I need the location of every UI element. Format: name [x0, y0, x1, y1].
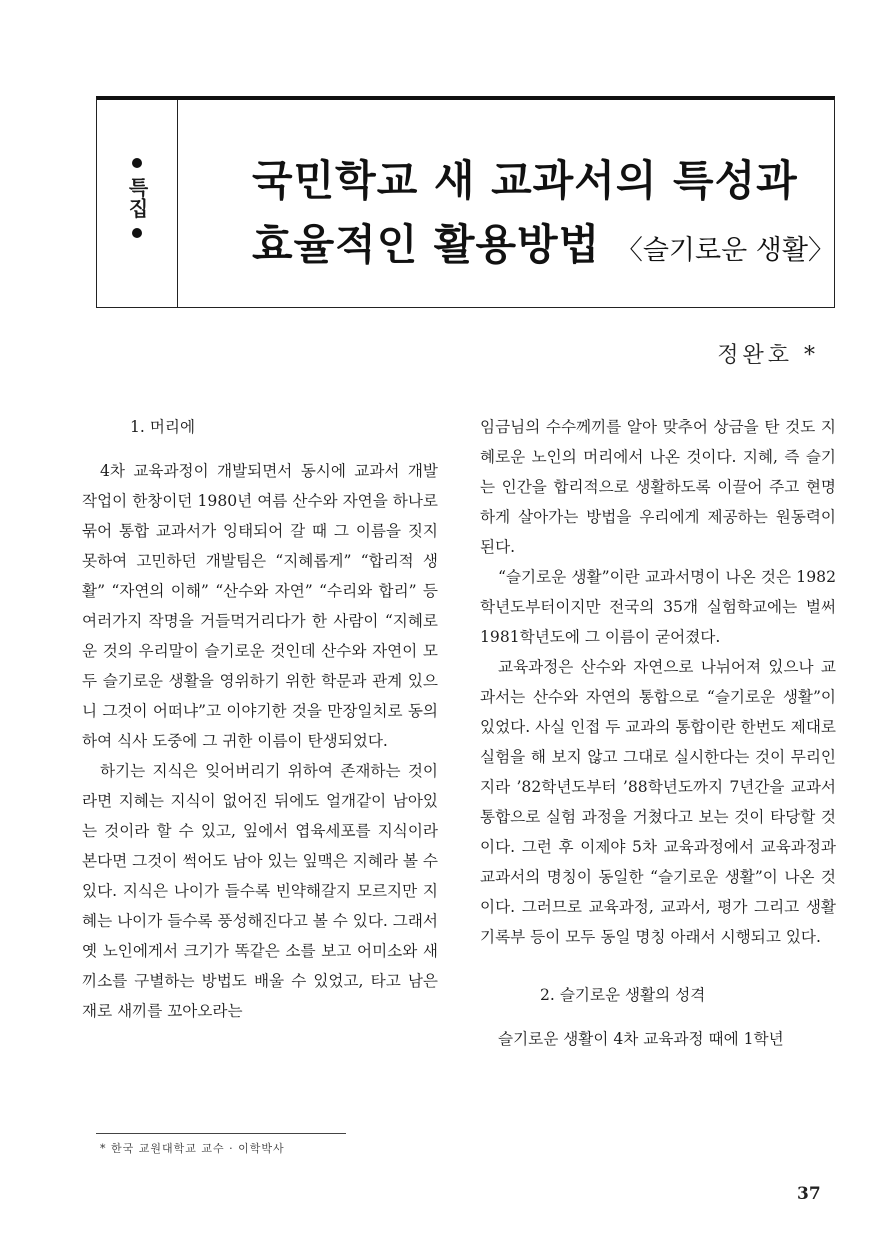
- paragraph: 4차 교육과정이 개발되면서 동시에 교과서 개발 작업이 한창이던 1980년 여름 산수와 자연을 하나로 묶어 통합 교과서가 잉태되어 갈 때 그 이름을 짓지 못하여 고민하던 개발팀은 “지혜롭게” “합리적 생활” “자연의 이해” “산수와 자연” “수리와 합리” 등 여러가지 작명을 거들먹거리다가 한 사람이 “지혜로운 것의 우리말이 슬기로운 것인데 산수와 자연이 모두 슬기로운 생활을 영위하기 위한 학문과 관계 있으니 그것이 어떠냐”고 이야기한 것을 만장일치로 동의하여 식사 도중에 그 귀한 이름이 탄생되었다.: [82, 462, 438, 750]
- feature-tag: [97, 158, 177, 238]
- bullet-dot-icon: [132, 228, 142, 238]
- paragraph: 슬기로운 생활이 4차 교육과정 때에 1학년: [498, 1030, 784, 1048]
- bullet-dot-icon: [132, 158, 142, 168]
- paragraph: 임금님의 수수께끼를 알아 맞추어 상금을 탄 것도 지혜로운 노인의 머리에서 나온 것이다. 지혜, 즉 슬기는 인간을 합리적으로 생활하도록 이끌어 주고 현명하게 살아가는 방법을 우리에게 제공하는 원동력이 된다.: [480, 418, 836, 556]
- feature-tag-label: 특집: [125, 177, 149, 219]
- right-column: [480, 412, 836, 1054]
- footnote: * 한국 교원대학교 교수 · 이학박사: [100, 1142, 285, 1155]
- article-title-line2: [252, 212, 835, 272]
- title-box-divider: [177, 100, 178, 307]
- paragraph: 하기는 지식은 잊어버리기 위하여 존재하는 것이라면 지혜는 지식이 없어진 뒤에도 얼개같이 남아있는 것이라 할 수 있고, 잎에서 엽육세포를 지식이라 본다면 그것이 썩어도 남아 있는 잎맥은 지혜라 볼 수 있다. 지식은 나이가 들수록 빈약해갈지 모르지만 지혜는 나이가 들수록 풍성해진다고 볼 수 있다. 그래서 옛 노인에게서 크기가 똑같은 소를 보고 어미소와 새끼소를 구별하는 방법도 배울 수 있었고, 타고 남은 재로 새끼를 꼬아오라는: [82, 762, 438, 1020]
- paragraph: 교육과정은 산수와 자연으로 나뉘어져 있으나 교과서는 산수와 자연의 통합으로 “슬기로운 생활”이 있었다. 사실 인접 두 교과의 통합이란 한번도 제대로 실험을 해 보지 않고 그대로 실시한다는 것이 무리인지라 ’82학년도부터 ’88학년도까지 7년간을 교과서 통합으로 실험 과정을 거쳤다고 보는 것이 타당할 것이다. 그런 후 이제야 5차 교육과정에서 교육과정과 교과서의 명칭이 동일한 “슬기로운 생활”이 나온 것이다. 그러므로 교육과정, 교과서, 평가 그리고 생활기록부 등이 모두 동일 명칭 아래서 시행되고 있다.: [480, 658, 836, 946]
- footnote-rule: [96, 1133, 346, 1134]
- left-column: [82, 412, 438, 1026]
- page-number: 37: [797, 1184, 821, 1204]
- article-title-line1: 국민학교 새 교과서의 특성과: [252, 156, 798, 205]
- paragraph: “슬기로운 생활”이란 교과서명이 나온 것은 1982학년도부터이지만 전국의 35개 실험학교에는 벌써 1981학년도에 그 이름이 굳어졌다.: [480, 568, 836, 646]
- author-name: 정완호 *: [717, 343, 819, 368]
- section-2-heading: 2. 슬기로운 생활의 성격: [540, 986, 706, 1004]
- article-title-line2-main: 효율적인 활용방법: [252, 220, 601, 269]
- article-title-subtitle: 〈슬기로운 생활〉: [615, 235, 835, 266]
- title-box: [96, 96, 835, 308]
- section-1-heading: 1. 머리에: [130, 418, 196, 436]
